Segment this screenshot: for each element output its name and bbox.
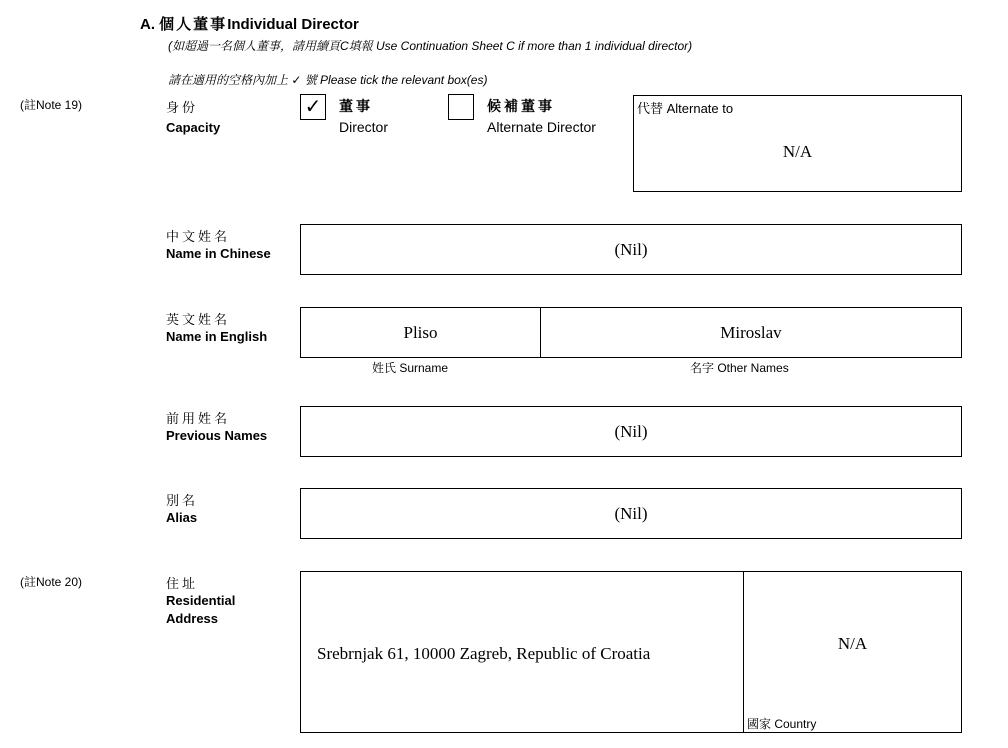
capacity-label-zh: 身份 [166, 100, 199, 115]
surname-caption: 姓氏 Surname [372, 361, 449, 375]
continuation-note: (如超過一名個人董事，請用續頁C填報 Use Continuation Sheet C if more than 1 individual director) [168, 39, 693, 53]
name-chinese-label-zh: 中文姓名 [166, 229, 231, 244]
other-names-field[interactable]: Miroslav [540, 307, 962, 358]
director-label-zh: 董事 [339, 98, 373, 114]
capacity-label-en: Capacity [166, 120, 221, 135]
country-field[interactable] [743, 571, 962, 733]
alternate-to-label: 代替 Alternate to [637, 101, 734, 116]
section-heading [140, 13, 359, 34]
previous-names-field[interactable]: (Nil) [300, 406, 962, 457]
country-value: N/A [837, 634, 868, 653]
director-checkbox[interactable] [300, 94, 326, 120]
section-prefix: A. [140, 16, 155, 33]
previous-names-label-zh: 前用姓名 [166, 411, 231, 426]
other-names-caption: 名字 Other Names [690, 361, 789, 375]
director-label-en: Director [339, 119, 389, 135]
address-label-zh: 住址 [166, 576, 199, 591]
alternate-director-label-en: Alternate Director [487, 119, 596, 135]
name-english-label-en: Name in English [166, 329, 268, 344]
alternate-to-field[interactable] [633, 95, 962, 192]
alias-label-zh: 別名 [166, 493, 199, 508]
name-english-label-zh: 英文姓名 [166, 312, 231, 327]
alias-field[interactable]: (Nil) [300, 488, 962, 539]
previous-names-label-en: Previous Names [166, 428, 268, 443]
note-20: (註Note 20) [20, 575, 83, 589]
address-value: Srebrnjak 61, 10000 Zagreb, Republic of Croatia [317, 644, 651, 663]
note-19: (註Note 19) [20, 98, 83, 112]
checkmark-icon: ✓ [304, 96, 322, 118]
alias-label-en: Alias [166, 510, 198, 525]
name-chinese-field[interactable]: (Nil) [300, 224, 962, 275]
section-title-zh: 個人董事 [159, 16, 228, 33]
tick-instruction: 請在適用的空格內加上 ✓ 號 Please tick the relevant box(es) [168, 73, 488, 87]
address-label-en-line2: Address [166, 611, 219, 626]
address-field[interactable] [300, 571, 744, 733]
name-chinese-label-en: Name in Chinese [166, 246, 271, 261]
alternate-to-value: N/A [782, 142, 813, 161]
alternate-director-checkbox[interactable] [448, 94, 474, 120]
section-title-en: Individual Director [227, 16, 359, 33]
alternate-director-label-zh: 候補董事 [487, 98, 555, 114]
country-caption: 國家 Country [747, 717, 817, 731]
surname-field[interactable]: Pliso [300, 307, 541, 358]
address-label-en-line1: Residential [166, 593, 236, 608]
